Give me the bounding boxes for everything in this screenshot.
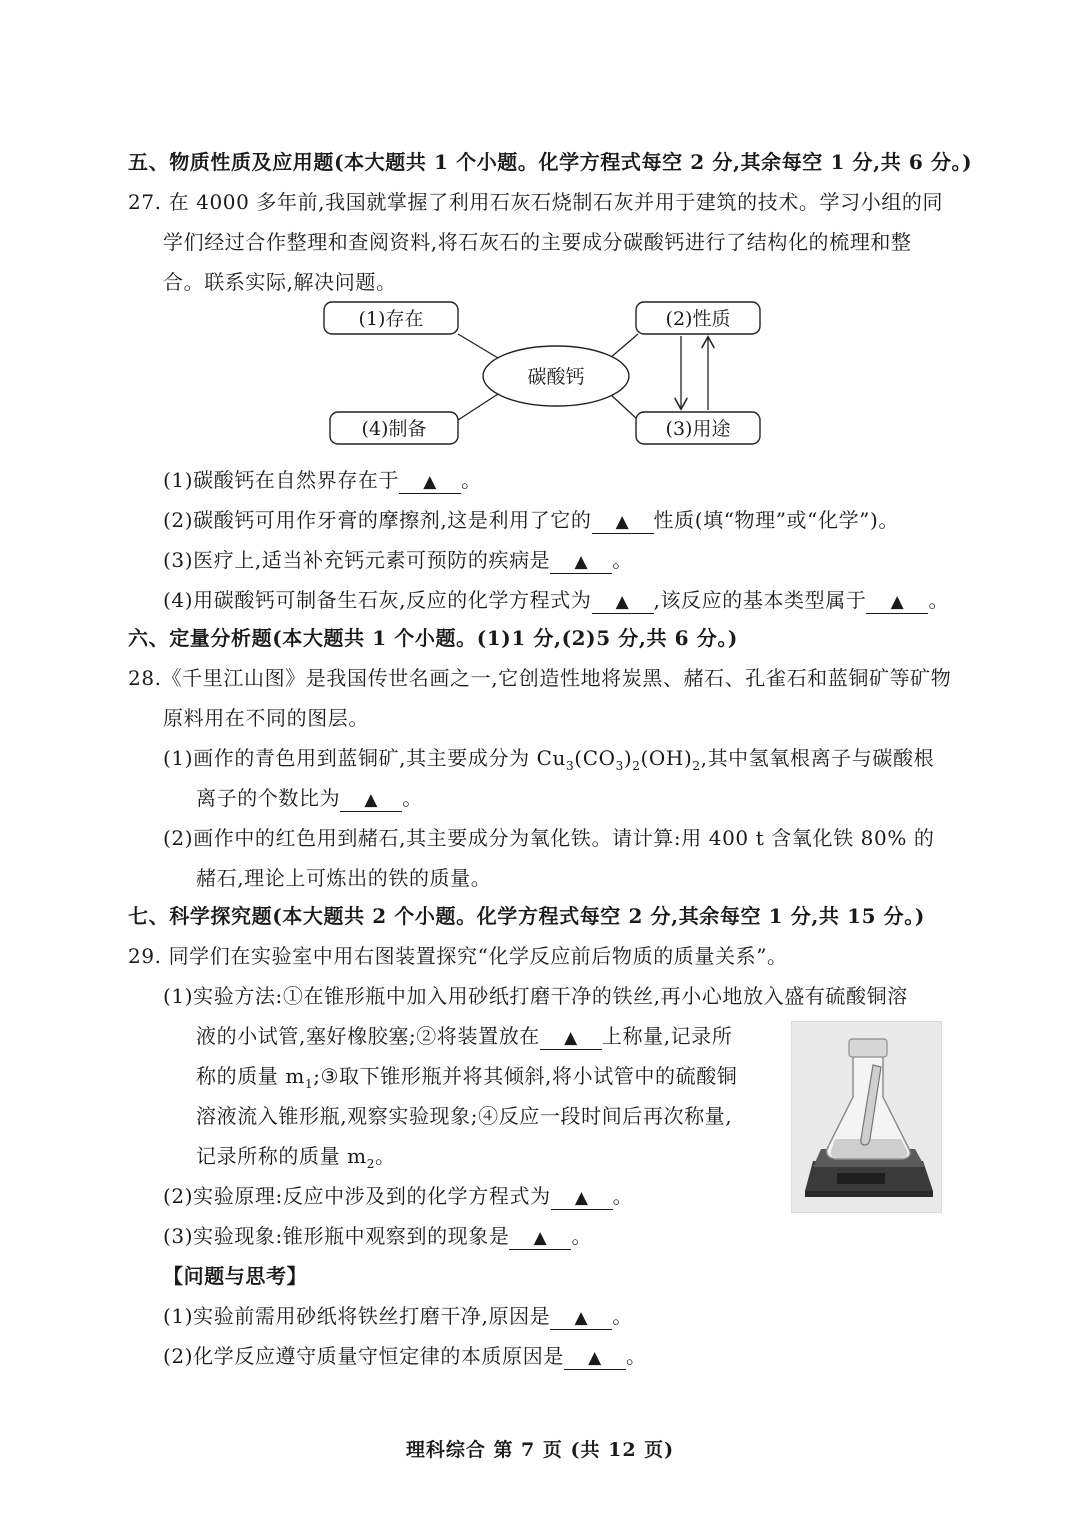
section-5-title: 五、物质性质及应用题(本大题共 1 个小题。化学方程式每空 2 分,其余每空 1 分,共 6 分。): [128, 150, 973, 174]
q27-sub-2: (2)碳酸钙可用作牙膏的摩擦剂,这是利用了它的 ▲ 性质(填“物理”或“化学”)。: [163, 508, 900, 532]
q28-line-2: 原料用在不同的图层。: [163, 706, 369, 730]
box-existence-label: (1)存在: [358, 308, 424, 330]
connector-line: [458, 334, 498, 358]
q29-method-4: 溶液流入锥形瓶,观察实验现象;④反应一段时间后再次称量,: [196, 1104, 733, 1128]
q27-line-1: 27. 在 4000 多年前,我国就掌握了利用石灰石烧制石灰并用于建筑的技术。学习小组的同: [128, 190, 944, 214]
center-label: 碳酸钙: [527, 366, 585, 388]
q29-phenomenon: (3)实验现象:锥形瓶中观察到的现象是 ▲ 。: [163, 1224, 593, 1248]
rubber-stopper: [849, 1039, 887, 1057]
q29-think-1: (1)实验前需用砂纸将铁丝打磨干净,原因是 ▲ 。: [163, 1304, 633, 1328]
section-6-title: 六、定量分析题(本大题共 1 个小题。(1)1 分,(2)5 分,共 6 分。): [128, 626, 738, 650]
box-preparation-label: (4)制备: [361, 418, 427, 440]
q28-sub-2: (2)画作中的红色用到赭石,其主要成分为氧化铁。请计算:用 400 t 含氧化铁 80% 的: [163, 826, 935, 850]
box-uses-label: (3)用途: [665, 418, 731, 440]
q29-line-1: 29. 同学们在实验室中用右图装置探究“化学反应前后物质的质量关系”。: [128, 944, 788, 968]
formula: $Cu_3(CO_3)_2(OH)_2$: [536, 746, 701, 773]
q28-sub-1: (1)画作的青色用到蓝铜矿,其主要成分为 $Cu_3(CO_3)_2(OH)_2$,其中氢氧根离子与碳酸根: [163, 746, 935, 773]
q29-think-2: (2)化学反应遵守质量守恒定律的本质原因是 ▲ 。: [163, 1344, 647, 1368]
q29-method-2: 液的小试管,塞好橡胶塞;②将装置放在 ▲ 上称量,记录所: [196, 1024, 733, 1048]
answer-blank[interactable]: ▲: [592, 589, 654, 614]
q29-method-5: 记录所称的质量 $m_2$。: [196, 1144, 396, 1171]
answer-blank[interactable]: ▲: [550, 1305, 612, 1330]
answer-blank[interactable]: ▲: [399, 469, 461, 494]
answer-blank[interactable]: ▲: [550, 549, 612, 574]
answer-blank[interactable]: ▲: [592, 509, 654, 534]
calcium-carbonate-diagram: [320, 296, 770, 456]
q27-line-3: 合。联系实际,解决问题。: [163, 270, 397, 294]
connector-line: [610, 394, 638, 420]
box-properties-label: (2)性质: [665, 308, 731, 330]
connector-line: [610, 334, 638, 358]
q29-method-1: (1)实验方法:①在锥形瓶中加入用砂纸打磨干净的铁丝,再小心地放入盛有硫酸铜溶: [163, 984, 908, 1008]
connector-line: [458, 394, 498, 420]
scale-display: [837, 1173, 885, 1184]
answer-blank[interactable]: ▲: [866, 589, 928, 614]
q27-sub-3: (3)医疗上,适当补充钙元素可预防的疾病是 ▲ 。: [163, 548, 633, 572]
q28-sub-2-cont: 赭石,理论上可炼出的铁的质量。: [196, 866, 492, 890]
q27-sub-1: (1)碳酸钙在自然界存在于 ▲ 。: [163, 468, 482, 492]
q27-sub-4: (4)用碳酸钙可制备生石灰,反应的化学方程式为 ▲ ,该反应的基本类型属于 ▲ 。: [163, 588, 950, 612]
q27-line-2: 学们经过合作整理和查阅资料,将石灰石的主要成分碳酸钙进行了结构化的梳理和整: [163, 230, 912, 254]
q29-method-3: 称的质量 $m_1;③$取下锥形瓶并将其倾斜,将小试管中的硫酸铜: [196, 1064, 738, 1091]
answer-blank[interactable]: ▲: [564, 1345, 626, 1370]
answer-blank[interactable]: ▲: [509, 1225, 571, 1250]
q29-think-heading: 【问题与思考】: [163, 1264, 308, 1288]
q28-sub-1-cont: 离子的个数比为 ▲ 。: [196, 786, 423, 810]
section-7-title: 七、科学探究题(本大题共 2 个小题。化学方程式每空 2 分,其余每空 1 分,共 15 分。): [128, 904, 925, 928]
answer-blank[interactable]: ▲: [551, 1185, 613, 1210]
q29-principle: (2)实验原理:反应中涉及到的化学方程式为 ▲ 。: [163, 1184, 634, 1208]
answer-blank[interactable]: ▲: [340, 787, 402, 812]
q28-line-1: 28.《千里江山图》是我国传世名画之一,它创造性地将炭黑、赭石、孔雀石和蓝铜矿等矿物: [128, 666, 952, 690]
page-footer: 理科综合 第 7 页 (共 12 页): [405, 1439, 675, 1461]
answer-blank[interactable]: ▲: [540, 1025, 602, 1050]
flask-on-scale-photo: [791, 1021, 942, 1213]
